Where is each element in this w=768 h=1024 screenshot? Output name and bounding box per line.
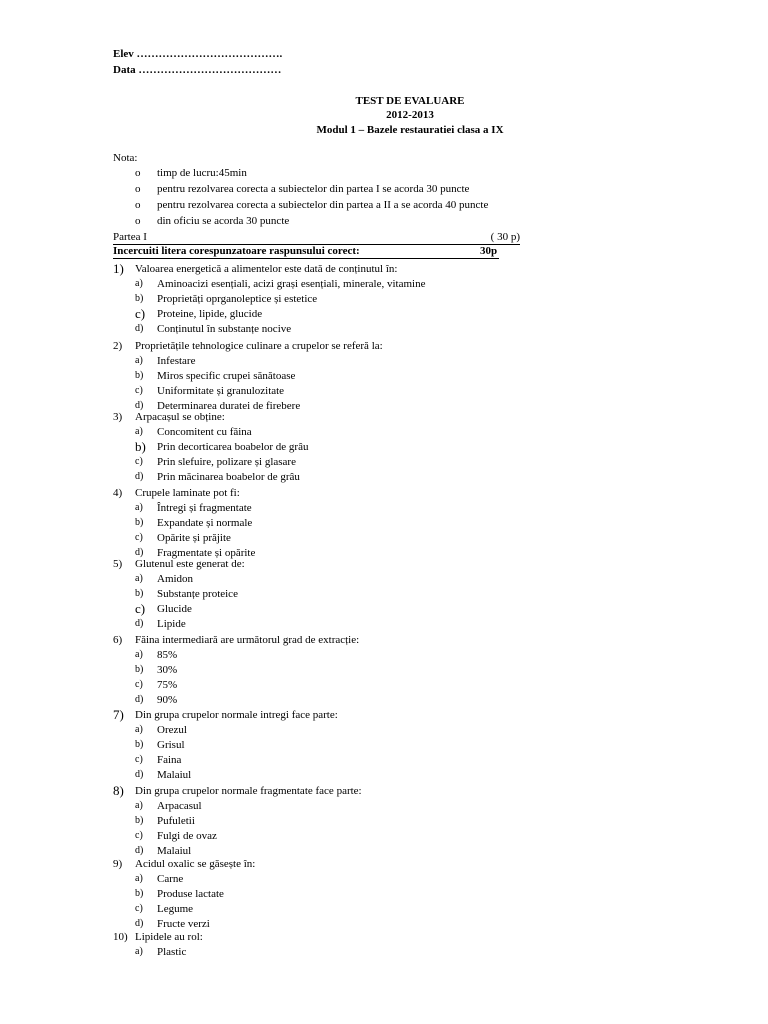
option-text: Proprietăți oprganoleptice și estetice bbox=[157, 293, 318, 305]
option-letter: b) bbox=[135, 588, 144, 599]
question-text: Din grupa crupelor normale fragmentate face parte: bbox=[135, 785, 362, 797]
option-letter: c) bbox=[135, 601, 146, 616]
option-letter: c) bbox=[135, 903, 143, 914]
option-text: Proteine, lipide, glucide bbox=[157, 308, 263, 320]
option-text: Plastic bbox=[157, 946, 187, 958]
option-text: 75% bbox=[157, 679, 178, 691]
option-letter: b) bbox=[135, 815, 144, 826]
question-text: Glutenul este generat de: bbox=[135, 558, 245, 570]
option-letter: d) bbox=[135, 918, 144, 929]
option-text: Lipide bbox=[157, 618, 186, 630]
question-number: 5) bbox=[113, 558, 123, 570]
question-number: 9) bbox=[113, 858, 123, 870]
nota-item-text: din oficiu se acorda 30 puncte bbox=[157, 215, 290, 227]
option-text: Legume bbox=[157, 903, 194, 915]
option-text: 85% bbox=[157, 649, 178, 661]
option-text: Glucide bbox=[157, 603, 192, 615]
option-letter: c) bbox=[135, 532, 143, 543]
question-text: Din grupa crupelor normale intregi face parte: bbox=[135, 709, 338, 721]
question-text: Proprietățile tehnologice culinare a crupelor se referă la: bbox=[135, 340, 383, 352]
option-letter: b) bbox=[135, 888, 144, 899]
option-letter: a) bbox=[135, 800, 143, 811]
question-number: 2) bbox=[113, 340, 123, 352]
bullet-marker: o bbox=[135, 215, 141, 227]
option-letter: b) bbox=[135, 664, 144, 675]
option-text: Carne bbox=[157, 873, 184, 885]
question-number: 8) bbox=[113, 783, 124, 798]
option-text: Orezul bbox=[157, 724, 187, 736]
option-text: 90% bbox=[157, 694, 178, 706]
option-letter: a) bbox=[135, 946, 143, 957]
option-letter: c) bbox=[135, 679, 143, 690]
option-letter: a) bbox=[135, 873, 143, 884]
option-text: Expandate și normale bbox=[157, 517, 253, 529]
question-text: Acidul oxalic se găsește în: bbox=[135, 858, 256, 870]
option-letter: b) bbox=[135, 293, 144, 304]
question-number: 10) bbox=[113, 931, 128, 943]
option-text: Fructe verzi bbox=[157, 918, 210, 930]
question-text: Făina intermediară are următorul grad de extracție: bbox=[135, 634, 360, 646]
bullet-marker: o bbox=[135, 167, 141, 179]
option-letter: d) bbox=[135, 471, 144, 482]
question-text: Crupele laminate pot fi: bbox=[135, 487, 240, 499]
option-letter: c) bbox=[135, 830, 143, 841]
question-number: 3) bbox=[113, 411, 123, 423]
option-text: Amidon bbox=[157, 573, 194, 585]
option-text: Determinarea duratei de firebere bbox=[157, 400, 301, 412]
option-text: Fulgi de ovaz bbox=[157, 830, 217, 842]
option-text: Malaiul bbox=[157, 845, 192, 857]
module-title: Modul 1 – Bazele restauratiei clasa a IX bbox=[316, 124, 504, 136]
option-letter: d) bbox=[135, 400, 144, 411]
option-text: Întregi și fragmentate bbox=[157, 502, 252, 514]
partea-label: Partea I bbox=[113, 231, 147, 243]
school-year: 2012-2013 bbox=[386, 109, 434, 121]
option-text: Arpacasul bbox=[157, 800, 202, 812]
question-text: Arpacașul se obține: bbox=[135, 411, 225, 423]
nota-item-text: pentru rezolvarea corecta a subiectelor din partea I se acorda 30 puncte bbox=[157, 183, 470, 195]
option-text: Opărite și prăjite bbox=[157, 532, 231, 544]
option-letter: a) bbox=[135, 426, 143, 437]
option-letter: b) bbox=[135, 517, 144, 528]
option-letter: a) bbox=[135, 502, 143, 513]
option-letter: d) bbox=[135, 769, 144, 780]
test-title: TEST DE EVALUARE bbox=[355, 95, 465, 107]
option-letter: c) bbox=[135, 306, 146, 321]
student-name-field: Elev …………………………………. bbox=[113, 48, 283, 60]
option-letter: b) bbox=[135, 370, 144, 381]
option-text: Malaiul bbox=[157, 769, 192, 781]
option-letter: a) bbox=[135, 649, 143, 660]
option-text: Pufuletii bbox=[157, 815, 195, 827]
bullet-marker: o bbox=[135, 183, 141, 195]
option-text: Prin slefuire, polizare și glasare bbox=[157, 456, 296, 468]
option-text: Uniformitate și granulozitate bbox=[157, 385, 285, 397]
option-letter: a) bbox=[135, 573, 143, 584]
option-text: Infestare bbox=[157, 355, 196, 367]
option-letter: c) bbox=[135, 754, 143, 765]
option-letter: c) bbox=[135, 385, 143, 396]
option-letter: c) bbox=[135, 456, 143, 467]
option-letter: d) bbox=[135, 694, 144, 705]
option-text: Miros specific crupei sănătoase bbox=[157, 370, 296, 382]
option-text: Substanțe proteice bbox=[157, 588, 238, 600]
question-number: 6) bbox=[113, 634, 123, 646]
question-number: 7) bbox=[113, 707, 124, 722]
option-letter: b) bbox=[135, 739, 144, 750]
option-text: Faina bbox=[157, 754, 182, 766]
partea-points: ( 30 p) bbox=[490, 231, 520, 243]
option-letter: b) bbox=[135, 439, 146, 454]
question-number: 1) bbox=[113, 261, 124, 276]
option-text: Fragmentate și opărite bbox=[157, 547, 256, 559]
question-text: Lipidele au rol: bbox=[135, 931, 203, 943]
nota-label: Nota: bbox=[113, 152, 138, 164]
bullet-marker: o bbox=[135, 199, 141, 211]
nota-item-text: pentru rezolvarea corecta a subiectelor din partea a II a se acorda 40 puncte bbox=[157, 199, 489, 211]
option-text: 30% bbox=[157, 664, 178, 676]
nota-item-text: timp de lucru:45min bbox=[157, 167, 247, 179]
question-number: 4) bbox=[113, 487, 123, 499]
instruction: Incercuiti litera corespunzatoare raspunsului corect: bbox=[113, 244, 499, 259]
option-letter: a) bbox=[135, 278, 143, 289]
option-text: Concomitent cu făina bbox=[157, 426, 252, 438]
option-letter: d) bbox=[135, 845, 144, 856]
date-field: Data ………………………………… bbox=[113, 64, 282, 76]
option-letter: d) bbox=[135, 547, 144, 558]
option-text: Grisul bbox=[157, 739, 185, 751]
option-text: Produse lactate bbox=[157, 888, 224, 900]
option-text: Aminoacizi esențiali, acizi grași esențiali, minerale, vitamine bbox=[157, 278, 426, 290]
option-letter: d) bbox=[135, 618, 144, 629]
option-letter: d) bbox=[135, 323, 144, 334]
option-letter: a) bbox=[135, 724, 143, 735]
partea-header bbox=[113, 230, 520, 245]
option-text: Prin decorticarea boabelor de grâu bbox=[157, 441, 309, 453]
question-text: Valoarea energetică a alimentelor este dată de conținutul în: bbox=[135, 263, 398, 275]
option-text: Prin măcinarea boabelor de grâu bbox=[157, 471, 300, 483]
option-text: Conținutul în substanțe nocive bbox=[157, 323, 292, 335]
instruction-points: 30p bbox=[480, 245, 498, 257]
option-letter: a) bbox=[135, 355, 143, 366]
